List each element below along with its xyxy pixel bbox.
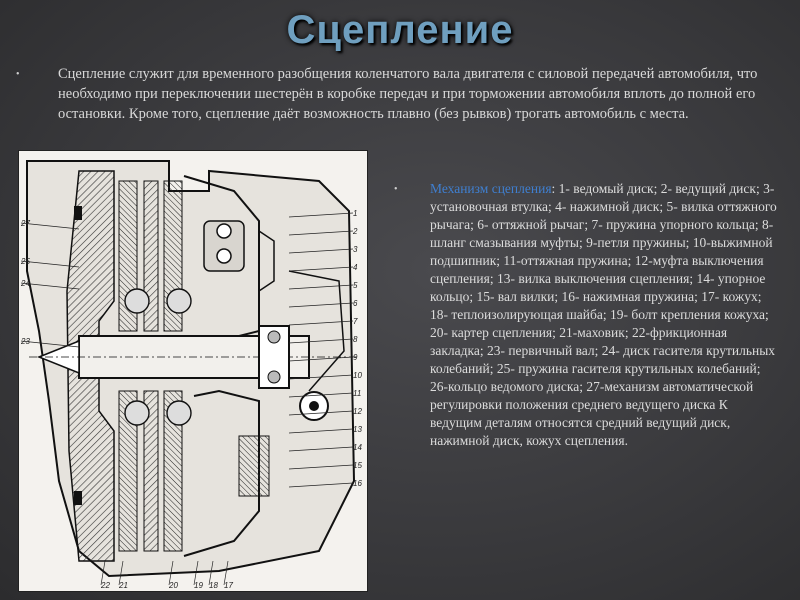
bottom-callout-label-0: 22: [101, 581, 110, 590]
right-callout-label-8: 9: [353, 353, 358, 362]
bullet-icon: •: [16, 69, 20, 80]
bottom-callout-label-5: 17: [224, 581, 233, 590]
slide-title: Сцепление: [286, 8, 514, 52]
mechanism-text: : 1- ведомый диск; 2- ведущий диск; 3- установочная втулка; 4- нажимной диск; 5- вилка оттяжного рычага; 6- оттяжной рычаг; 7- пружина упорного кольца; 8-шланг смазывания муфты; 9-петля пружины; 10-выжимной подшипник; 11-оттяжная пружина; 12-муфта выключения сцепления; 13- вилка выключения сцепления; 14- упорное кольцо; 15- вал вилки; 16- нажимная пружина; 17- кожух; 18- теплоизолирующая шайба; 19- болт крепления кожуха; 20- картер сцепления; 21-маховик; 22-фрикционная закладка; 23- первичный вал; 24- диск гасителя крутильных колебаний; 25- пружина гасителя крутильных колебаний; 26-кольцо ведомого диска; 27-механизм автоматической регулировки положения среднего ведущего диска К ведущим деталям относятся средний ведущий диск, нажимной диск, кожух сцепления.: [430, 181, 777, 448]
bottom-callout-label-2: 20: [169, 581, 178, 590]
clutch-diagram: [18, 150, 368, 592]
right-callout-label-9: 10: [353, 371, 362, 380]
mechanism-lead: Механизм сцепления: [430, 181, 552, 196]
bullet-icon: •: [394, 184, 398, 195]
right-callout-label-5: 6: [353, 299, 358, 308]
bottom-callout-label-3: 19: [194, 581, 203, 590]
left-callout-label-1: 25: [21, 257, 30, 266]
right-callout-label-1: 2: [353, 227, 358, 236]
right-callout-label-3: 4: [353, 263, 358, 272]
left-callout-label-0: 27: [21, 219, 30, 228]
right-callout-label-13: 14: [353, 443, 362, 452]
right-callout-label-7: 8: [353, 335, 358, 344]
intro-paragraph: [16, 64, 773, 124]
right-callout-label-0: 1: [353, 209, 358, 218]
intro-text: Сцепление служит для временного разобщения коленчатого вала двигателя с силовой передачей автомобиля, что необходимо при переключении шестерён в коробке передач и при торможении автомобиля вплоть до полной его остановки. Кроме того, сцепление даёт возможность плавно (без рывков) трогать автомобиль с места.: [58, 66, 758, 122]
release-lever: [204, 221, 244, 271]
bottom-callout-label-1: 21: [119, 581, 128, 590]
mechanism-paragraph: [394, 180, 778, 450]
clutch-drawing: [19, 151, 367, 591]
right-callout-label-15: 16: [353, 479, 362, 488]
right-callout-label-6: 7: [353, 317, 358, 326]
left-callout-label-3: 23: [21, 337, 30, 346]
right-callout-label-12: 13: [353, 425, 362, 434]
right-callout-label-10: 11: [353, 389, 362, 398]
bottom-callout-label-4: 18: [209, 581, 218, 590]
fork-body: [239, 436, 269, 496]
left-callout-label-2: 24: [21, 279, 30, 288]
right-callout-label-4: 5: [353, 281, 358, 290]
right-callout-label-2: 3: [353, 245, 358, 254]
right-callout-label-11: 12: [353, 407, 362, 416]
right-callout-label-14: 15: [353, 461, 362, 470]
